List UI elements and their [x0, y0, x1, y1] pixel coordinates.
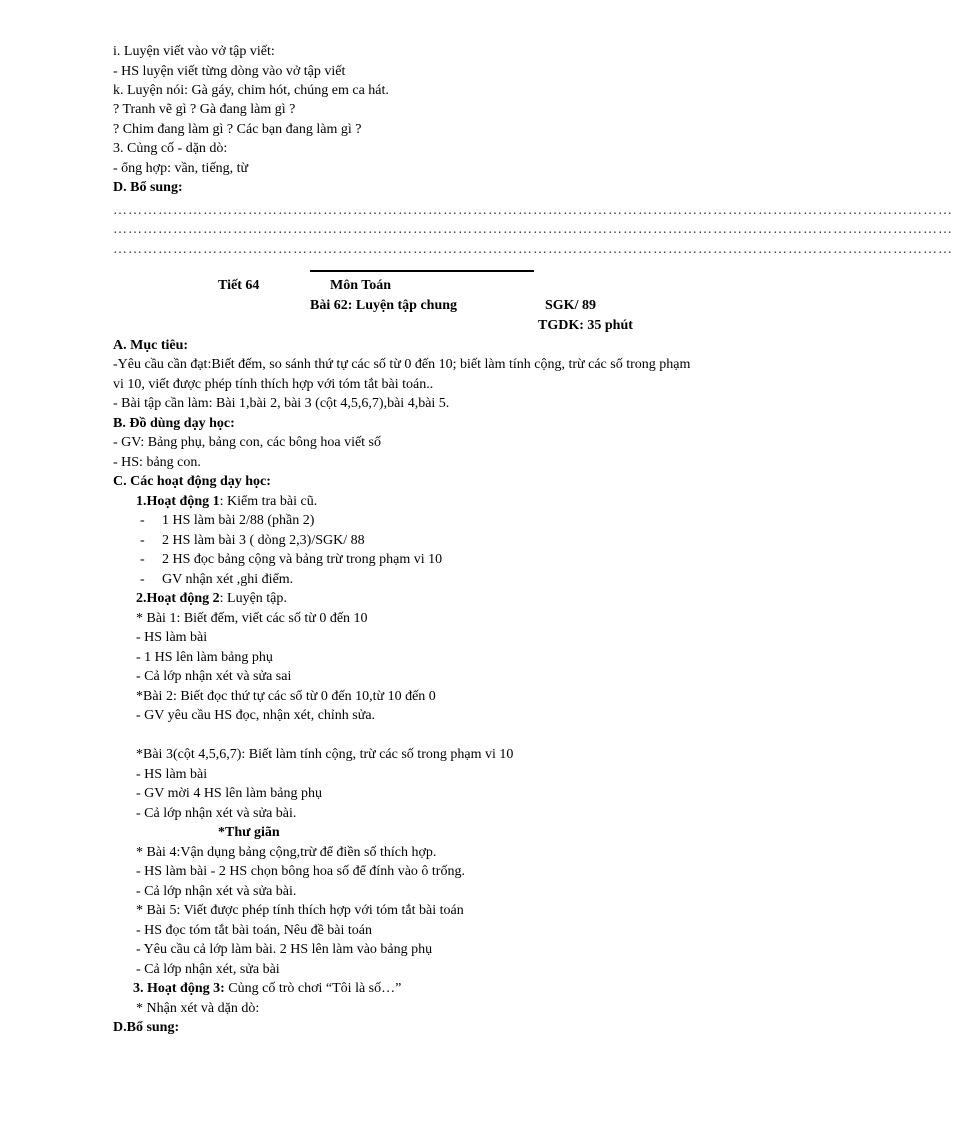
exercise-1-step-1: - HS làm bài — [136, 630, 208, 645]
section-b-title: B. Đồ dùng dạy học: — [113, 416, 235, 431]
section-a-title: A. Mục tiêu: — [113, 338, 189, 353]
activity-1-label: 1.Hoạt động 1 — [136, 494, 220, 509]
dotted-line-3: …………………………………………………………………………………………………………………………………………………… — [113, 242, 953, 257]
activity-1-item-4: - GV nhận xét ,ghi điểm. — [140, 572, 294, 587]
exercise-5-step-2: - Yêu cầu cả lớp làm bài. 2 HS lên làm vào bảng phụ — [136, 942, 433, 957]
top-supplement-heading: D. Bổ sung: — [113, 180, 183, 195]
bottom-supplement-heading: D.Bổ sung: — [113, 1020, 180, 1035]
exercise-5-step-3: - Cả lớp nhận xét, sửa bài — [136, 962, 280, 977]
textbook-ref: SGK/ 89 — [545, 298, 596, 313]
exercise-2-title: *Bài 2: Biết đọc thứ tự các số từ 0 đến 10,từ 10 đến 0 — [136, 689, 436, 704]
exercise-3-step-2: - GV mời 4 HS lên làm bảng phụ — [136, 786, 323, 801]
dotted-line-1: …………………………………………………………………………………………………………………………………………………… — [113, 203, 953, 218]
exercise-3-step-1: - HS làm bài — [136, 767, 208, 782]
top-line-6: 3. Củng cố - dặn dò: — [113, 141, 228, 156]
duration-label: TGDK: 35 phút — [538, 318, 633, 333]
activity-3-heading — [133, 980, 401, 998]
top-line-5: ? Chim đang làm gì ? Các bạn đang làm gì ? — [113, 122, 362, 137]
exercise-5-title: * Bài 5: Viết được phép tính thích hợp với tóm tắt bài toán — [136, 903, 464, 918]
subject-label: Môn Toán — [330, 278, 392, 293]
activity-1-text: : Kiểm tra bài cũ. — [219, 494, 318, 509]
exercise-3-step-3: - Cả lớp nhận xét và sửa bài. — [136, 806, 297, 821]
exercise-5-step-1: - HS đọc tóm tắt bài toán, Nêu đề bài toán — [136, 923, 372, 938]
top-line-4: ? Tranh vẽ gì ? Gà đang làm gì ? — [113, 102, 296, 117]
exercise-1-step-3: - Cả lớp nhận xét và sửa sai — [136, 669, 292, 684]
exercise-1-title: * Bài 1: Biết đếm, viết các số từ 0 đến 10 — [136, 611, 368, 626]
top-line-3: k. Luyện nói: Gà gáy, chim hót, chúng em ca hát. — [113, 83, 389, 98]
activity-1-heading — [136, 493, 317, 511]
activity-3-text: Củng cố trò chơi “Tôi là số…” — [224, 981, 402, 996]
exercise-1-step-2: - 1 HS lên làm bảng phụ — [136, 650, 273, 665]
exercise-4-title: * Bài 4:Vận dụng bảng cộng,trừ để điền số thích hợp. — [136, 845, 437, 860]
activity-2-text: : Luyện tập. — [219, 591, 287, 606]
activity-1-item-3: - 2 HS đọc bảng cộng và bảng trừ trong phạm vi 10 — [140, 552, 443, 567]
section-divider — [310, 270, 534, 272]
relax-break-heading: *Thư giãn — [218, 825, 280, 840]
top-line-7: - ổng hợp: vần, tiếng, từ — [113, 161, 249, 176]
activity-1-item-2: - 2 HS làm bài 3 ( dòng 2,3)/SGK/ 88 — [140, 533, 365, 548]
period-label: Tiết 64 — [218, 278, 260, 293]
activity-2-label: 2.Hoạt động 2 — [136, 591, 220, 606]
activity-2-heading — [136, 590, 287, 608]
activity-1-item-1: - 1 HS làm bài 2/88 (phần 2) — [140, 513, 315, 528]
exercise-4-step-1: - HS làm bài - 2 HS chọn bông hoa số để đính vào ô trống. — [136, 864, 465, 879]
exercises-required: - Bài tập cần làm: Bài 1,bài 2, bài 3 (cột 4,5,6,7),bài 4,bài 5. — [113, 396, 450, 411]
exercise-4-step-2: - Cả lớp nhận xét và sửa bài. — [136, 884, 297, 899]
activity-3-step-1: * Nhận xét và dặn dò: — [136, 1001, 260, 1016]
student-materials: - HS: bảng con. — [113, 455, 201, 470]
top-line-2: - HS luyện viết từng dòng vào vở tập viết — [113, 64, 346, 79]
dotted-line-2: …………………………………………………………………………………………………………………………………………………… — [113, 222, 953, 237]
top-line-1: i. Luyện viết vào vở tập viết: — [113, 44, 275, 59]
lesson-title: Bài 62: Luyện tập chung — [310, 298, 458, 313]
exercise-3-title: *Bài 3(cột 4,5,6,7): Biết làm tính cộng, trừ các số trong phạm vi 10 — [136, 747, 514, 762]
teacher-materials: - GV: Bảng phụ, bảng con, các bông hoa viết số — [113, 435, 382, 450]
objective-line-1: -Yêu cầu cần đạt:Biết đếm, so sánh thứ tự các số từ 0 đến 10; biết làm tính cộng, trừ các số trong phạm — [113, 357, 691, 372]
section-c-title: C. Các hoạt động dạy học: — [113, 474, 271, 489]
activity-3-label: 3. Hoạt động 3: — [133, 981, 225, 996]
objective-line-2: vi 10, viết được phép tính thích hợp với tóm tắt bài toán.. — [113, 377, 434, 392]
exercise-2-step-1: - GV yêu cầu HS đọc, nhận xét, chỉnh sửa. — [136, 708, 376, 723]
